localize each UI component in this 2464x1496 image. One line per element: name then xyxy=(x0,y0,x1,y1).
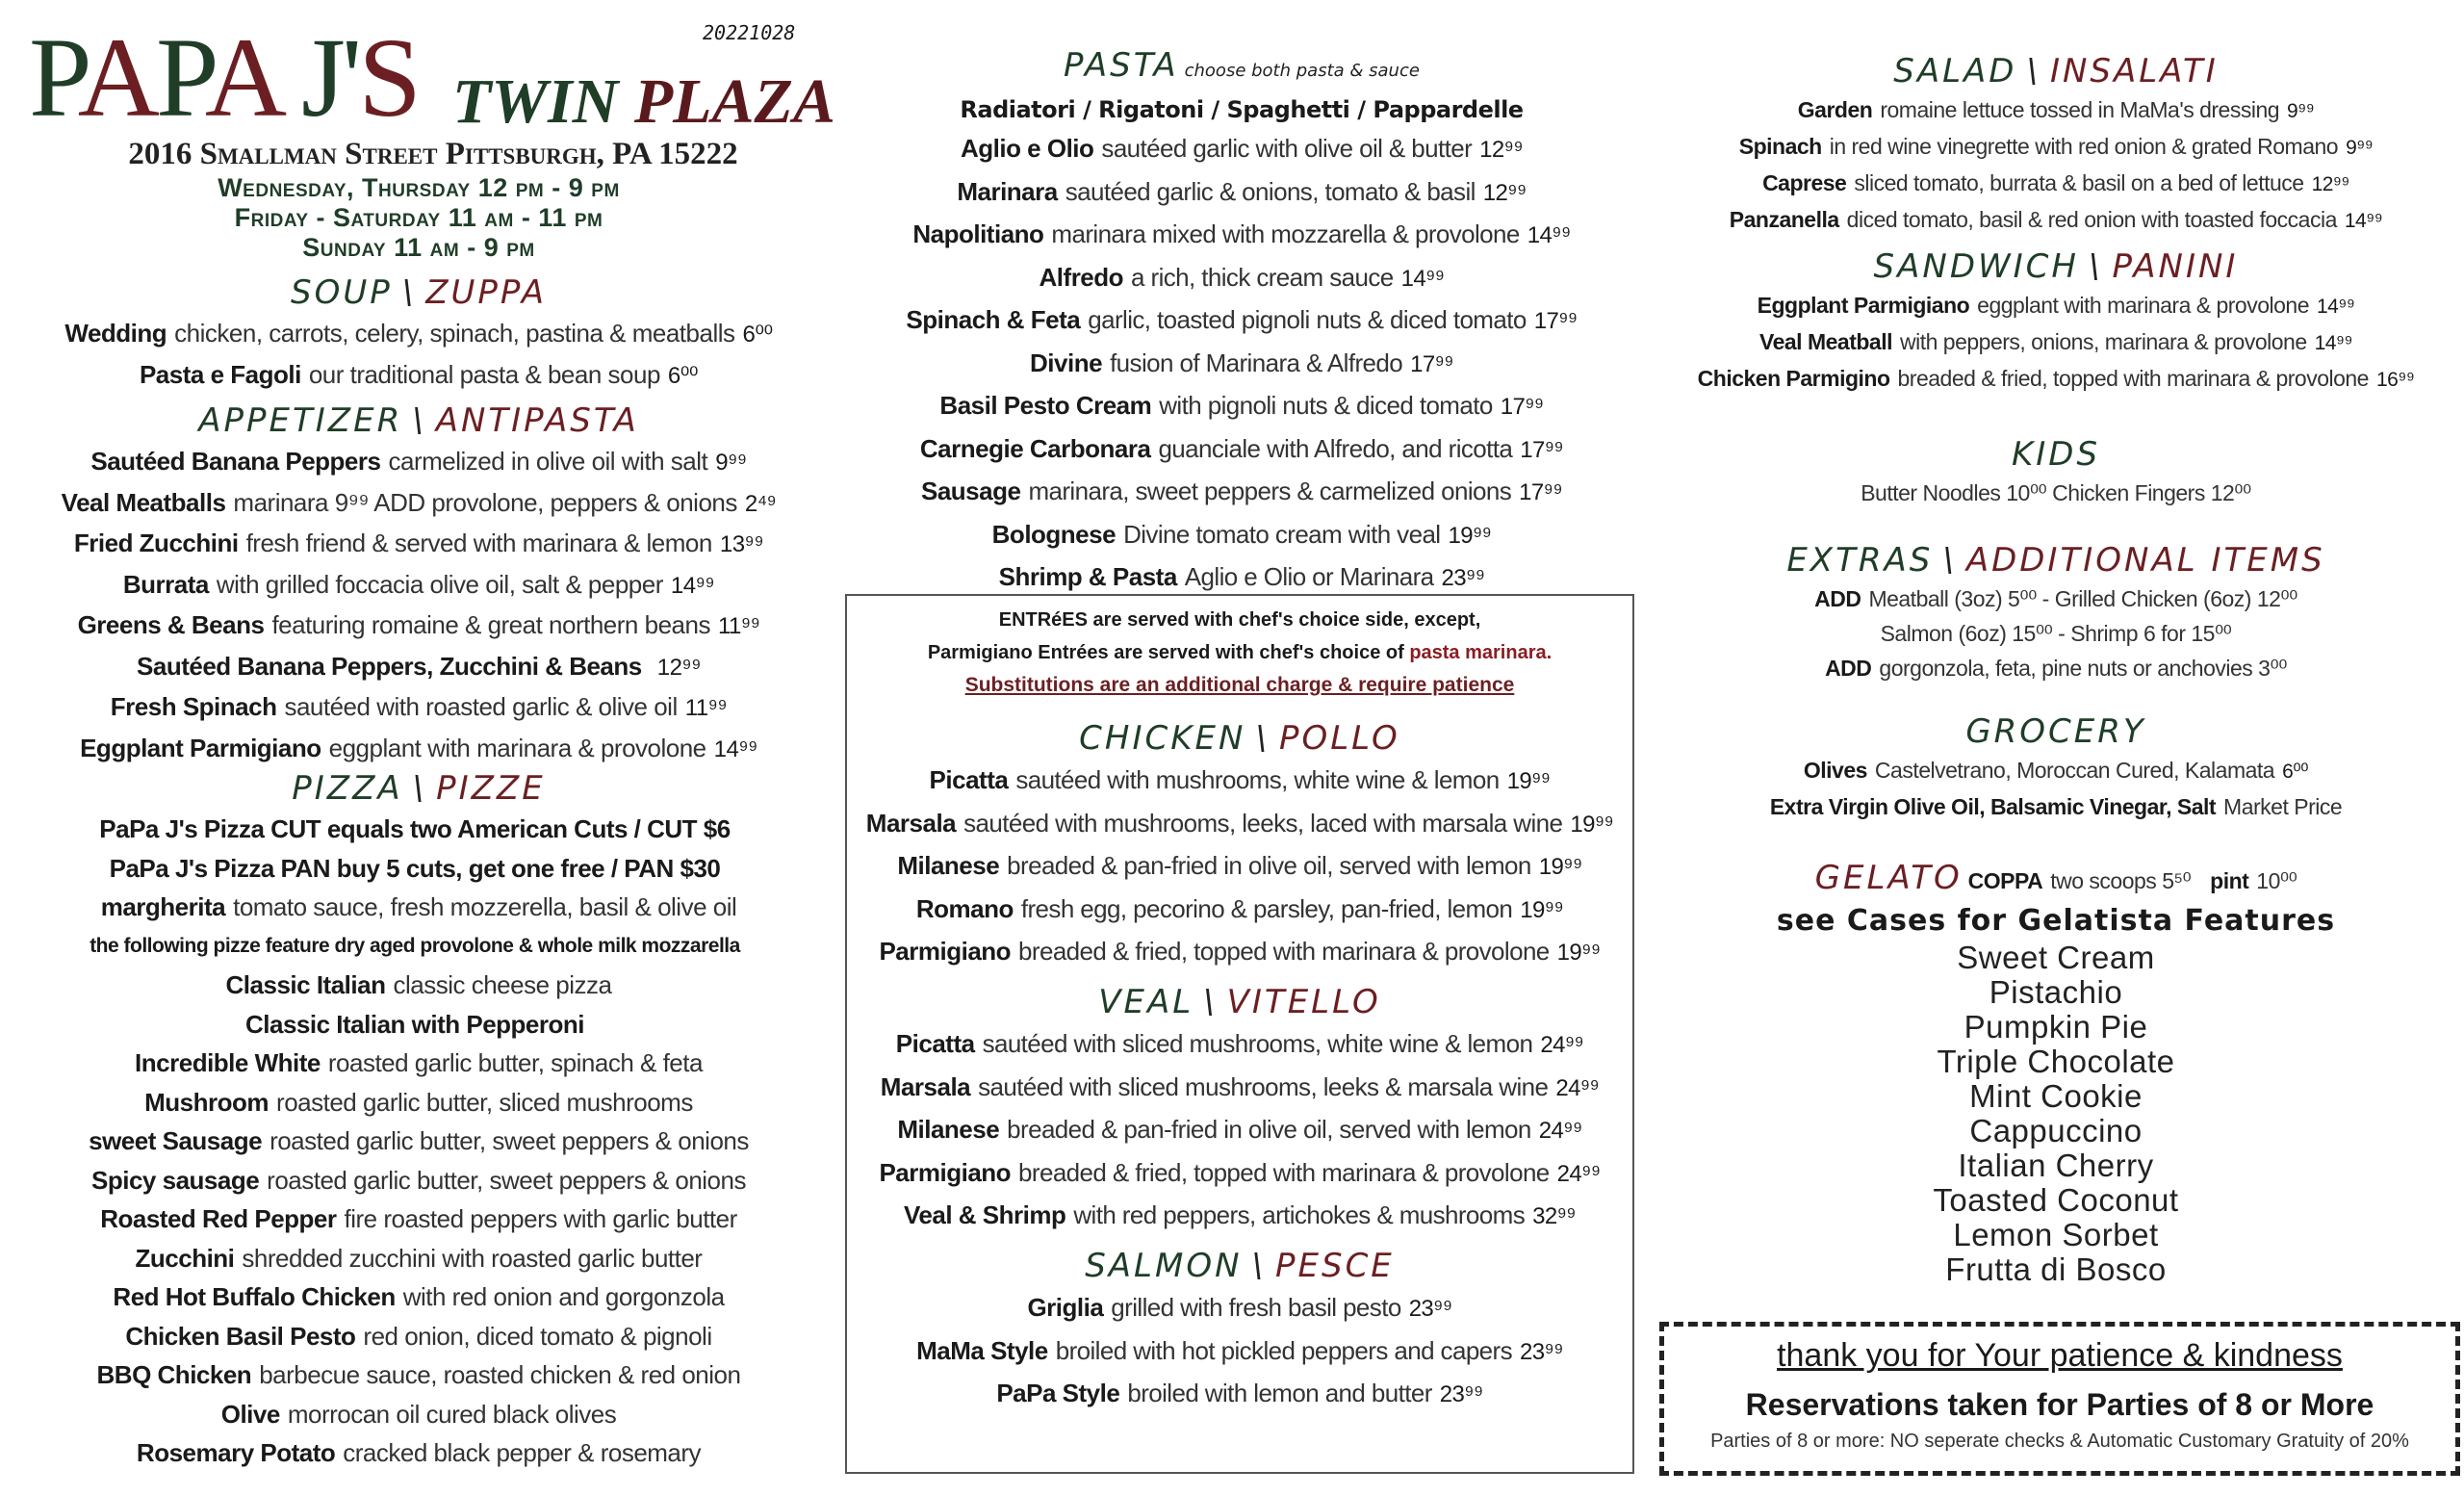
item-description: fusion of Marinara & Alfredo xyxy=(1110,348,1403,377)
menu-item xyxy=(837,428,1646,472)
item-name: sweet Sausage xyxy=(89,1126,263,1155)
item-description: with red onion and gorgonzola xyxy=(402,1282,725,1311)
menu-item xyxy=(0,1277,837,1317)
item-description: garlic, toasted pignoli nuts & diced tomato xyxy=(1088,305,1527,334)
menu-item xyxy=(0,1122,837,1161)
item-description: sautéed with roasted garlic & olive oil xyxy=(284,692,678,721)
gelato-flavor: Italian Cherry xyxy=(1958,1148,2154,1183)
item-price: 19⁹⁹ xyxy=(1506,768,1551,794)
menu-item xyxy=(0,687,837,729)
item-price: 12⁹⁹ xyxy=(1479,137,1524,163)
menu-item xyxy=(837,299,1646,343)
item-price: 11⁹⁹ xyxy=(717,613,760,639)
item-name: Marsala xyxy=(865,808,957,838)
item-description: sautéed with sliced mushrooms, white wine & lemon xyxy=(982,1029,1533,1058)
item-price: 13⁹⁹ xyxy=(719,531,764,557)
item-name: Eggplant Parmigiano xyxy=(1757,293,1970,318)
item-name: Red Hot Buffalo Chicken xyxy=(113,1282,396,1311)
kids-section xyxy=(1648,433,2464,510)
appetizer-section xyxy=(0,400,837,769)
item-description: our traditional pasta & bean soup xyxy=(308,359,660,389)
item-description: sliced tomato, burrata & basil on a bed of lettuce xyxy=(1854,170,2304,195)
menu-item xyxy=(847,1373,1632,1416)
item-name: Sausage xyxy=(921,477,1021,505)
menu-item xyxy=(0,1199,837,1239)
item-price: 24⁹⁹ xyxy=(1538,1118,1582,1144)
item-description: tomato sauce, fresh mozzerella, basil & olive oil xyxy=(233,892,737,921)
item-description: Castelvetrano, Moroccan Cured, Kalamata xyxy=(1874,758,2275,783)
date-code: 20221028 xyxy=(703,21,796,44)
gelato-flavor: Toasted Coconut xyxy=(1933,1182,2179,1218)
item-description: carmelized in olive oil with salt xyxy=(388,447,708,476)
item-name: Roasted Red Pepper xyxy=(100,1204,337,1233)
item-price: 12⁹⁹ xyxy=(2311,173,2349,195)
item-name: Fried Zucchini xyxy=(73,529,239,557)
menu-item xyxy=(837,257,1646,300)
item-name: Chicken Basil Pesto xyxy=(125,1321,356,1351)
item-price: 9⁹⁹ xyxy=(2287,100,2315,122)
item-price: 14⁹⁹ xyxy=(713,735,757,762)
item-description: sautéed with sliced mushrooms, leeks & marsala wine xyxy=(978,1071,1549,1101)
item-price: 23⁹⁹ xyxy=(1408,1296,1452,1322)
item-description: eggplant with marinara & provolone xyxy=(1977,293,2309,318)
menu-item xyxy=(1648,166,2464,202)
item-name: Fresh Spinach xyxy=(110,692,277,721)
item-price: 6⁰⁰ xyxy=(667,362,699,389)
menu-item xyxy=(1648,789,2464,824)
gelato-flavor: Lemon Sorbet xyxy=(1953,1217,2159,1252)
menu-item xyxy=(847,1023,1632,1067)
item-description: Market Price xyxy=(2223,794,2343,819)
reservations-box: thank you for Your patience & kindness Reservations taken for Parties of 8 or More Parties of 8 or more: NO seperate checks & Automatic Customary Gratuity of 20% xyxy=(1659,1322,2460,1476)
item-description: in red wine vinegrette with red onion & grated Romano xyxy=(1829,134,2339,159)
item-name: Olive xyxy=(220,1399,280,1429)
section-heading: SOUP \ ZUPPA xyxy=(291,273,547,312)
menu-item xyxy=(0,1433,837,1473)
item-description: roasted garlic butter, sweet peppers & onions xyxy=(267,1165,746,1195)
menu-item xyxy=(0,606,837,647)
menu-item xyxy=(1648,129,2464,166)
pasta-section: PASTA choose both pasta & sauce Radiatori / Rigatoni / Spaghetti / Pappardelle Aglio e Olio sautéed garlic with olive oil & butter 12⁹⁹ Marinara sautéed garlic & onions, tomato & basil 12⁹⁹ Napolitiano marinara mixed with mozzarella & provolone 14⁹⁹ Alfredo a rich, thick cream sauce 14⁹⁹ Spinach & Feta garlic, toasted pignoli nuts & diced tomato 17⁹⁹ Divine fusion of Marinara & Alfredo 17⁹⁹ Basil Pesto Cream with pignoli nuts & diced tomato 17⁹⁹ Carnegie Carbonara guanciale with Alfredo, and ricotta 17⁹⁹ Sausage marinara, sweet peppers & carmelized onions 17⁹⁹ Bolognese Divine tomato cream with veal 19⁹⁹ Shrimp & Pasta Aglio e Olio or Marinara 23⁹⁹ xyxy=(837,44,1646,600)
item-description: marinara, sweet peppers & carmelized onions xyxy=(1028,477,1512,505)
item-price: 24⁹⁹ xyxy=(1556,1160,1601,1187)
item-name: Griglia xyxy=(1027,1293,1104,1322)
menu-item xyxy=(1648,753,2464,789)
item-price: 12⁹⁹ xyxy=(1482,179,1527,206)
item-description: morrocan oil cured black olives xyxy=(287,1399,617,1429)
menu-item xyxy=(0,849,837,889)
sandwich-section xyxy=(1648,245,2464,398)
extras-section xyxy=(1648,539,2464,685)
menu-item xyxy=(0,483,837,525)
item-description: sautéed garlic & onions, tomato & basil xyxy=(1065,176,1476,206)
section-heading: SALMON \ PESCE xyxy=(1085,1247,1395,1285)
item-description: red onion, diced tomato & pignoli xyxy=(363,1321,712,1351)
item-description: Butter Noodles 10⁰⁰ Chicken Fingers 12⁰⁰ xyxy=(1861,480,2251,505)
item-name: Eggplant Parmigiano xyxy=(80,733,321,762)
item-description: cracked black pepper & rosemary xyxy=(343,1438,702,1467)
section-heading: PIZZA \ PIZZE xyxy=(292,769,546,808)
item-name: Greens & Beans xyxy=(77,610,265,639)
item-description: fresh egg, pecorino & parsley, pan-fried, lemon xyxy=(1020,893,1513,923)
item-price: 24⁹⁹ xyxy=(1540,1032,1584,1058)
item-description: guanciale with Alfredo, and ricotta xyxy=(1158,433,1513,463)
menu-item xyxy=(0,524,837,565)
item-name: ADD xyxy=(1825,656,1872,681)
item-description: breaded & fried, topped with marinara & provolone xyxy=(1897,366,2369,391)
item-name: Zucchini xyxy=(135,1243,235,1273)
item-name: Pasta e Fagoli xyxy=(139,359,301,389)
gelato-flavor: Mint Cookie xyxy=(1969,1078,2143,1114)
menu-item xyxy=(0,966,837,1005)
menu-item xyxy=(847,1330,1632,1374)
item-name: the following pizze feature dry aged provolone & whole milk mozzarella xyxy=(90,934,740,957)
item-description: roasted garlic butter, sweet peppers & onions xyxy=(270,1126,749,1155)
item-name: Rosemary Potato xyxy=(136,1438,336,1467)
item-price: 24⁹⁹ xyxy=(1555,1074,1600,1101)
menu-item xyxy=(0,1355,837,1395)
item-description: romaine lettuce tossed in MaMa's dressing xyxy=(1880,97,2280,122)
item-price: 2⁴⁹ xyxy=(744,490,777,517)
item-name: Mushroom xyxy=(144,1087,270,1117)
item-description: breaded & pan-fried in olive oil, served with lemon xyxy=(1007,851,1531,880)
item-description: broiled with lemon and butter xyxy=(1127,1379,1432,1407)
item-description: breaded & pan-fried in olive oil, served with lemon xyxy=(1007,1115,1531,1144)
item-description: sautéed garlic with olive oil & butter xyxy=(1101,134,1473,163)
item-price: 19⁹⁹ xyxy=(1448,522,1492,549)
item-price: 11⁹⁹ xyxy=(684,695,728,721)
item-description: Meatball (3oz) 5⁰⁰ - Grilled Chicken (6oz) 12⁰⁰ xyxy=(1868,586,2297,611)
item-description: fresh friend & served with marinara & lemon xyxy=(245,529,712,557)
item-name: Olives xyxy=(1803,758,1867,783)
menu-item xyxy=(847,1109,1632,1152)
pasta-shapes: Radiatori / Rigatoni / Spaghetti / Pappardelle xyxy=(960,96,1524,123)
menu-item xyxy=(0,442,837,483)
item-description: eggplant with marinara & provolone xyxy=(328,733,706,762)
item-name: Aglio e Olio xyxy=(960,134,1094,163)
item-description: roasted garlic butter, spinach & feta xyxy=(327,1048,703,1077)
item-description: a rich, thick cream sauce xyxy=(1131,262,1394,292)
item-description: with red peppers, artichokes & mushrooms xyxy=(1073,1200,1526,1229)
menu-item xyxy=(0,565,837,606)
item-name: Parmigiano xyxy=(879,937,1012,966)
menu-item xyxy=(837,556,1646,600)
item-price: 19⁹⁹ xyxy=(1520,896,1564,923)
section-heading: VEAL \ VITELLO xyxy=(1098,983,1381,1021)
gelato-flavor: Cappuccino xyxy=(1969,1113,2143,1148)
gelato-cases-note: see Cases for Gelatista Features xyxy=(1776,904,2336,938)
menu-item xyxy=(837,171,1646,215)
gelato-flavor: Frutta di Bosco xyxy=(1945,1251,2167,1287)
item-name: Spicy sausage xyxy=(91,1165,260,1195)
item-name: Chicken Parmigino xyxy=(1697,366,1890,391)
menu-item xyxy=(847,1195,1632,1238)
item-name: Bolognese xyxy=(991,519,1116,549)
address: 2016 Smallman Street Pittsburgh, PA 15222 xyxy=(128,137,738,171)
item-name: Shrimp & Pasta xyxy=(998,562,1177,591)
menu-item xyxy=(1648,288,2464,324)
item-name: ADD xyxy=(1814,586,1861,611)
item-price: 19⁹⁹ xyxy=(1538,854,1582,880)
menu-item xyxy=(0,355,837,397)
item-name: Picatta xyxy=(895,1029,975,1058)
item-description: shredded zucchini with roasted garlic butter xyxy=(242,1243,703,1273)
menu-item xyxy=(0,647,837,688)
menu-item xyxy=(0,1005,837,1045)
item-description: sautéed with mushrooms, leeks, laced with marsala wine xyxy=(963,808,1563,838)
menu-item xyxy=(0,1161,837,1200)
soup-section xyxy=(0,271,837,396)
item-name: Parmigiano xyxy=(879,1157,1012,1187)
menu-item xyxy=(1648,202,2464,239)
chicken-section xyxy=(847,717,1632,974)
item-name: Sautéed Banana Peppers, Zucchini & Beans xyxy=(137,651,642,681)
item-price: 17⁹⁹ xyxy=(1410,350,1453,377)
menu-item xyxy=(0,1239,837,1278)
item-name: Romano xyxy=(915,893,1014,923)
item-price: 32⁹⁹ xyxy=(1532,1203,1576,1229)
item-name: Carnegie Carbonara xyxy=(919,433,1151,463)
menu-item xyxy=(837,514,1646,557)
item-description: sautéed with mushrooms, white wine & lemon xyxy=(1015,765,1500,794)
item-price: 14⁹⁹ xyxy=(1400,265,1445,292)
item-description: broiled with hot pickled peppers and capers xyxy=(1055,1335,1513,1365)
item-description: fire roasted peppers with garlic butter xyxy=(344,1204,737,1233)
item-description: Aglio e Olio or Marinara xyxy=(1184,562,1434,591)
item-price: 17⁹⁹ xyxy=(1500,394,1544,420)
menu-item xyxy=(0,1395,837,1434)
item-name: Basil Pesto Cream xyxy=(939,391,1152,420)
item-price: 17⁹⁹ xyxy=(1519,479,1562,505)
item-name: Incredible White xyxy=(135,1048,321,1077)
item-description: featuring romaine & great northern beans xyxy=(271,610,710,639)
menu-item xyxy=(847,845,1632,889)
item-description: barbecue sauce, roasted chicken & red onion xyxy=(259,1360,741,1389)
item-description: roasted garlic butter, sliced mushrooms xyxy=(276,1087,693,1117)
item-name: Spinach & Feta xyxy=(906,305,1081,334)
section-heading: SALAD \ INSALATI xyxy=(1893,52,2219,90)
menu-item xyxy=(0,927,837,967)
item-price: 19⁹⁹ xyxy=(1556,940,1601,966)
item-price: 23⁹⁹ xyxy=(1439,1381,1483,1407)
section-heading: SANDWICH \ PANINI xyxy=(1873,247,2239,286)
item-name: Extra Virgin Olive Oil, Balsamic Vinegar, Salt xyxy=(1769,794,2217,819)
gelato-section: GELATO COPPA two scoops 5⁵⁰ pint 10⁰⁰ see Cases for Gelatista Features Sweet Cream Pistachio Pumpkin Pie Triple Chocolate Mint Cookie Cappuccino Italian Cherry Toasted Coconut Lemon Sorbet Frutta di Bosco xyxy=(1648,857,2464,1287)
item-price: 23⁹⁹ xyxy=(1441,565,1485,591)
menu-item xyxy=(1648,92,2464,129)
item-name: margherita xyxy=(100,892,226,921)
item-name: Veal Meatballs xyxy=(61,487,226,517)
restaurant-logo: PAPA J'S TWIN PLAZA 20221028 xyxy=(29,14,835,141)
item-description: breaded & fried, topped with marinara & provolone xyxy=(1018,937,1550,966)
item-price: 14⁹⁹ xyxy=(2314,332,2352,354)
item-name: PaPa J's Pizza CUT equals two American Cuts / CUT $6 xyxy=(99,814,731,843)
item-name: Divine xyxy=(1030,348,1103,377)
item-name: Marsala xyxy=(880,1071,971,1101)
gelato-flavor: Pistachio xyxy=(1989,974,2123,1010)
item-price: 12⁹⁹ xyxy=(656,654,701,681)
item-name: PaPa Style xyxy=(996,1379,1120,1407)
item-price: 14⁹⁹ xyxy=(670,572,715,599)
item-name: BBQ Chicken xyxy=(96,1360,252,1389)
item-description: grilled with fresh basil pesto xyxy=(1111,1293,1401,1322)
item-name: Burrata xyxy=(122,569,209,599)
item-price: 14⁹⁹ xyxy=(2344,210,2383,232)
hours: Wednesday, Thursday 12 pm - 9 pm Friday - Saturday 11 am - 11 pm Sunday 11 am - 9 pm xyxy=(218,173,620,262)
item-name: Marinara xyxy=(957,176,1058,206)
item-description: diced tomato, basil & red onion with toasted foccacia xyxy=(1846,207,2337,232)
item-description: Salmon (6oz) 15⁰⁰ - Shrimp 6 for 15⁰⁰ xyxy=(1880,621,2232,646)
grocery-section xyxy=(1648,710,2464,824)
menu-item xyxy=(0,314,837,355)
item-description: gorgonzola, feta, pine nuts or anchovies 3⁰⁰ xyxy=(1879,656,2287,681)
item-price: 9⁹⁹ xyxy=(2346,137,2374,159)
item-price: 17⁹⁹ xyxy=(1533,308,1578,334)
item-name: Napolitiano xyxy=(912,219,1044,248)
menu-item xyxy=(0,1083,837,1122)
item-description: chicken, carrots, celery, spinach, pastina & meatballs xyxy=(174,319,735,348)
menu-item xyxy=(847,803,1632,846)
menu-item xyxy=(1648,616,2464,651)
menu-item xyxy=(1648,361,2464,398)
menu-item xyxy=(847,931,1632,974)
menu-item xyxy=(0,1044,837,1083)
menu-item xyxy=(0,888,837,927)
menu-item xyxy=(837,385,1646,428)
menu-item xyxy=(837,214,1646,257)
item-name: PaPa J's Pizza PAN buy 5 cuts, get one free / PAN $30 xyxy=(109,853,721,883)
veal-section xyxy=(847,981,1632,1238)
item-description: with grilled foccacia olive oil, salt & pepper xyxy=(216,569,663,599)
item-name: Classic Italian with Pepperoni xyxy=(245,1009,584,1039)
item-name: MaMa Style xyxy=(916,1335,1048,1365)
pizza-section xyxy=(0,767,837,1473)
section-heading: KIDS xyxy=(2011,435,2101,474)
entrees-box: ENTRéES are served with chef's choice side, except, Parmigiano Entrées are served with chef's choice of pasta marinara. Substitutions are an additional charge & require patience CHICKEN \ POLLO Picatta sautéed with mushrooms, white wine & lemon 19⁹⁹ Marsala sautéed with mushrooms, leeks, laced with marsala wine 19⁹⁹ Milanese breaded & pan-fried in olive oil, served with lemon 19⁹⁹ Romano fresh egg, pecorino & parsley, pan-fried, lemon 19⁹⁹ Parmigiano breaded & fried, topped with marinara & provolone 19⁹⁹ VEAL \ VITELLO Picatta sautéed with sliced mushrooms, white wine & lemon 24⁹⁹ Marsala sautéed with sliced mushrooms, leeks & marsala wine 24⁹⁹ Milanese breaded & pan-fried in olive oil, served with lemon 24⁹⁹ Parmigiano breaded & fried, topped with marinara & provolone 24⁹⁹ Veal & Shrimp with red peppers, artichokes & mushrooms 32⁹⁹ SALMON \ PESCE Griglia grilled with fresh basil pesto 23⁹⁹ MaMa Style broiled with hot pickled peppers and capers 23⁹⁹ PaPa Style broiled with lemon and butter 23⁹⁹ xyxy=(845,594,1634,1474)
item-name: Alfredo xyxy=(1039,262,1124,292)
item-price: 19⁹⁹ xyxy=(1570,811,1614,838)
item-description: breaded & fried, topped with marinara & provolone xyxy=(1018,1157,1550,1187)
gelato-flavor: Pumpkin Pie xyxy=(1964,1009,2148,1045)
item-description: with pignoli nuts & diced tomato xyxy=(1159,391,1493,420)
gelato-flavor: Triple Chocolate xyxy=(1937,1044,2175,1079)
item-description: marinara 9⁹⁹ ADD provolone, peppers & onions xyxy=(233,487,737,517)
item-name: Classic Italian xyxy=(225,970,386,999)
gelato-flavors xyxy=(1648,941,2464,1287)
item-description: classic cheese pizza xyxy=(393,970,612,999)
item-name: Caprese xyxy=(1762,170,1847,195)
item-price: 6⁰⁰ xyxy=(2282,761,2309,783)
section-heading: EXTRAS \ ADDITIONAL ITEMS xyxy=(1786,541,2325,580)
item-name: Wedding xyxy=(64,319,167,348)
item-price: 17⁹⁹ xyxy=(1520,436,1564,463)
menu-item xyxy=(837,471,1646,514)
item-name: Milanese xyxy=(897,851,1000,880)
item-name: Milanese xyxy=(897,1115,1000,1144)
menu-item xyxy=(1648,651,2464,685)
item-price: 9⁹⁹ xyxy=(715,450,747,476)
menu-item xyxy=(1648,324,2464,361)
item-price: 14⁹⁹ xyxy=(2317,296,2355,318)
item-name: Garden xyxy=(1797,97,1873,122)
item-name: Sautéed Banana Peppers xyxy=(90,447,381,476)
item-name: Spinach xyxy=(1738,134,1822,159)
menu-item xyxy=(837,128,1646,171)
menu-item xyxy=(1648,581,2464,616)
item-price: 23⁹⁹ xyxy=(1520,1338,1563,1365)
section-heading: CHICKEN \ POLLO xyxy=(1079,719,1400,758)
item-name: Veal Meatball xyxy=(1759,329,1892,354)
section-heading: GROCERY xyxy=(1965,712,2146,751)
item-price: 6⁰⁰ xyxy=(742,322,773,348)
item-price: 14⁹⁹ xyxy=(1527,222,1571,248)
menu-item xyxy=(847,1152,1632,1196)
menu-item xyxy=(0,1317,837,1356)
item-name: Veal & Shrimp xyxy=(904,1200,1066,1229)
menu-item xyxy=(0,810,837,849)
item-name: Panzanella xyxy=(1729,207,1839,232)
menu-item xyxy=(847,1067,1632,1110)
salmon-section xyxy=(847,1245,1632,1416)
menu-item xyxy=(847,889,1632,932)
item-description: Divine tomato cream with veal xyxy=(1123,519,1441,549)
menu-item xyxy=(847,760,1632,803)
gelato-flavor: Sweet Cream xyxy=(1957,940,2155,975)
salad-section xyxy=(1648,50,2464,239)
menu-item xyxy=(0,729,837,770)
menu-item xyxy=(1648,476,2464,510)
menu-item xyxy=(847,1287,1632,1330)
section-heading: APPETIZER \ ANTIPASTA xyxy=(198,401,639,440)
item-name: Picatta xyxy=(929,765,1009,794)
item-description: with peppers, onions, marinara & provolone xyxy=(1899,329,2307,354)
item-description: marinara mixed with mozzarella & provolone xyxy=(1051,219,1520,248)
item-price: 16⁹⁹ xyxy=(2375,369,2415,391)
menu-item xyxy=(837,343,1646,386)
